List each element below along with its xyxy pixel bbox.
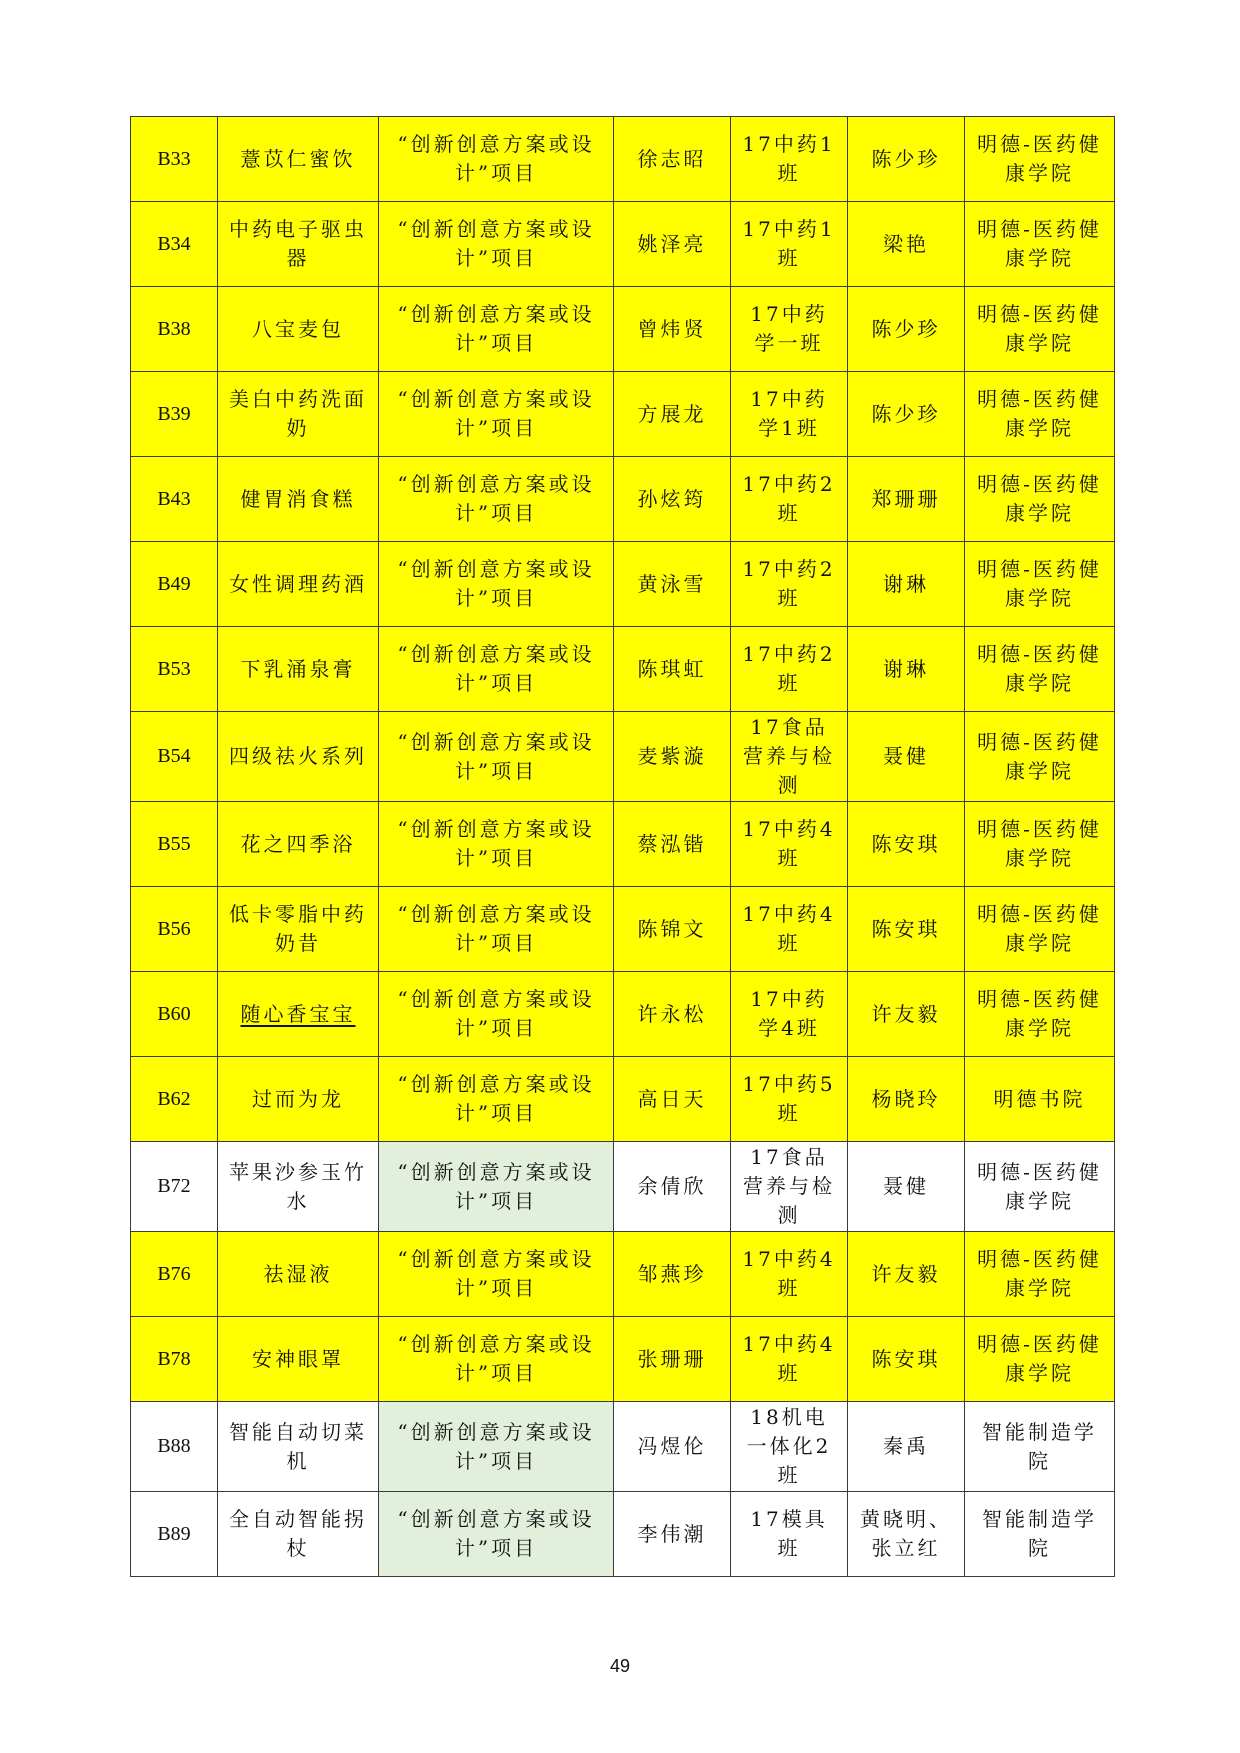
table-row [131, 202, 1115, 287]
cell-college [965, 627, 1115, 712]
cell-class [731, 1232, 848, 1317]
table-row [131, 627, 1115, 712]
cell-teacher-text: 聂健 [883, 744, 929, 768]
cell-id-text: B34 [157, 232, 191, 255]
cell-college [965, 1142, 1115, 1232]
cell-project-type-text: “创新创意方案或设计”项目 [397, 217, 595, 270]
cell-project-name [218, 287, 379, 372]
cell-project-type-text: “创新创意方案或设计”项目 [397, 902, 595, 955]
cell-student-text: 许永松 [637, 1001, 707, 1026]
cell-class [731, 457, 848, 542]
cell-teacher [848, 712, 965, 802]
cell-project-type [379, 542, 614, 627]
cell-project-type-text: “创新创意方案或设计”项目 [397, 472, 595, 525]
cell-id [131, 627, 218, 712]
cell-project-type [379, 887, 614, 972]
cell-teacher-text: 许友毅 [871, 1261, 941, 1286]
cell-college-text: 明德-医药健康学院 [977, 557, 1102, 610]
cell-project-type-text: “创新创意方案或设计”项目 [397, 1247, 595, 1300]
cell-project-name-text: 安神眼罩 [252, 1346, 344, 1371]
cell-teacher [848, 1402, 965, 1492]
cell-teacher-text: 谢琳 [883, 571, 929, 596]
cell-id-text: B53 [157, 657, 191, 680]
cell-class-text: 17中药4班 [742, 817, 836, 870]
cell-id-text: B72 [157, 1175, 191, 1197]
cell-college-text: 明德-医药健康学院 [977, 642, 1102, 695]
cell-id-text: B76 [157, 1262, 191, 1285]
cell-class-text: 17食品营养与检测 [743, 715, 835, 797]
cell-class-text: 17中药2班 [742, 472, 836, 525]
cell-project-name-text: 祛湿液 [263, 1261, 333, 1286]
cell-class-text: 17食品营养与检测 [743, 1145, 835, 1227]
cell-teacher-text: 黄晓明、张立红 [860, 1507, 952, 1560]
cell-id [131, 1142, 218, 1232]
cell-student [614, 972, 731, 1057]
cell-class-text: 17中药学一班 [750, 302, 828, 355]
cell-student [614, 202, 731, 287]
cell-student-text: 黄泳雪 [637, 571, 707, 596]
cell-student [614, 1142, 731, 1232]
cell-college [965, 372, 1115, 457]
cell-project-name [218, 1142, 379, 1232]
cell-id-text: B89 [157, 1522, 191, 1545]
cell-id [131, 1492, 218, 1577]
table-row [131, 372, 1115, 457]
cell-class [731, 1492, 848, 1577]
cell-college-text: 明德-医药健康学院 [977, 902, 1102, 955]
cell-id-text: B56 [157, 917, 191, 940]
cell-id-text: B62 [157, 1087, 191, 1110]
cell-teacher-text: 郑珊珊 [871, 486, 941, 511]
cell-teacher-text: 聂健 [883, 1174, 929, 1198]
cell-project-type [379, 1142, 614, 1232]
cell-student [614, 542, 731, 627]
cell-project-type-text: “创新创意方案或设计”项目 [397, 817, 595, 870]
cell-id [131, 542, 218, 627]
cell-student-text: 孙炫筠 [637, 486, 707, 511]
cell-college [965, 117, 1115, 202]
cell-class [731, 542, 848, 627]
cell-id [131, 1402, 218, 1492]
cell-college [965, 287, 1115, 372]
cell-project-type-text: “创新创意方案或设计”项目 [397, 302, 595, 355]
cell-project-type [379, 1232, 614, 1317]
cell-teacher [848, 972, 965, 1057]
table-row [131, 1492, 1115, 1577]
cell-college [965, 1402, 1115, 1492]
table-row [131, 1057, 1115, 1142]
table-row [131, 887, 1115, 972]
cell-class [731, 802, 848, 887]
cell-project-name-text: 四级祛火系列 [229, 744, 367, 768]
cell-id [131, 802, 218, 887]
cell-project-type-text: “创新创意方案或设计”项目 [397, 387, 595, 440]
cell-student [614, 1402, 731, 1492]
cell-class-text: 17中药4班 [742, 1332, 836, 1385]
cell-id [131, 287, 218, 372]
cell-student-text: 高日天 [637, 1086, 707, 1111]
cell-project-name-text: 健胃消食糕 [240, 486, 356, 511]
cell-teacher [848, 1317, 965, 1402]
cell-student-text: 姚泽亮 [637, 231, 707, 256]
cell-class-text: 17中药学1班 [750, 387, 828, 440]
cell-project-name-text: 苹果沙参玉竹水 [229, 1159, 367, 1213]
cell-teacher [848, 542, 965, 627]
cell-class [731, 972, 848, 1057]
cell-college-text: 明德-医药健康学院 [977, 729, 1102, 783]
cell-teacher-text: 梁艳 [883, 231, 929, 256]
cell-project-name [218, 1057, 379, 1142]
cell-student-text: 陈琪虹 [637, 656, 707, 681]
cell-project-type-text: “创新创意方案或设计”项目 [397, 642, 595, 695]
cell-student-text: 麦紫漩 [637, 744, 707, 768]
cell-project-type-text: “创新创意方案或设计”项目 [397, 1072, 595, 1125]
cell-project-name [218, 1317, 379, 1402]
cell-college-text: 明德-医药健康学院 [977, 217, 1102, 270]
cell-class [731, 1057, 848, 1142]
cell-project-type [379, 1402, 614, 1492]
cell-student-text: 余倩欣 [637, 1174, 707, 1198]
cell-id [131, 1057, 218, 1142]
cell-project-name-text: 八宝麦包 [252, 316, 344, 341]
cell-class [731, 372, 848, 457]
cell-college-text: 明德-医药健康学院 [977, 1332, 1102, 1385]
project-table [130, 116, 1115, 1577]
cell-project-name-text: 过而为龙 [252, 1086, 344, 1111]
page-number: 49 [609, 1656, 631, 1676]
cell-class-text: 17中药1班 [742, 132, 836, 185]
cell-project-name [218, 802, 379, 887]
cell-college [965, 457, 1115, 542]
cell-id [131, 1317, 218, 1402]
cell-class [731, 117, 848, 202]
cell-project-type-text: “创新创意方案或设计”项目 [397, 1159, 595, 1213]
cell-teacher [848, 202, 965, 287]
cell-teacher-text: 杨晓玲 [871, 1086, 941, 1111]
cell-college [965, 202, 1115, 287]
cell-student-text: 蔡泓锴 [637, 831, 707, 856]
cell-class-text: 17模具班 [750, 1507, 828, 1560]
cell-class [731, 1142, 848, 1232]
cell-college-text: 智能制造学院 [982, 1507, 1097, 1560]
cell-id [131, 372, 218, 457]
table-row [131, 1142, 1115, 1232]
cell-class-text: 17中药2班 [742, 642, 836, 695]
cell-college-text: 明德书院 [993, 1086, 1086, 1111]
cell-teacher-text: 陈少珍 [871, 146, 941, 171]
cell-project-name-text: 花之四季浴 [240, 831, 356, 856]
cell-teacher-text: 陈少珍 [871, 401, 941, 426]
cell-project-name-text: 低卡零脂中药奶昔 [229, 902, 367, 955]
cell-id-text: B78 [157, 1347, 191, 1370]
cell-id-text: B55 [157, 832, 191, 855]
cell-project-name-text: 女性调理药酒 [229, 571, 367, 596]
cell-project-name-text: 智能自动切菜机 [229, 1419, 367, 1473]
table-row [131, 972, 1115, 1057]
cell-class-text: 17中药2班 [742, 557, 836, 610]
cell-project-name [218, 1232, 379, 1317]
cell-id-text: B54 [157, 745, 191, 767]
cell-teacher [848, 117, 965, 202]
cell-id [131, 117, 218, 202]
cell-teacher-text: 陈安琪 [871, 1346, 941, 1371]
cell-project-name-text: 中药电子驱虫器 [229, 217, 367, 270]
cell-class [731, 202, 848, 287]
cell-student-text: 李伟潮 [637, 1521, 707, 1546]
cell-project-name [218, 202, 379, 287]
cell-id-text: B49 [157, 572, 191, 595]
cell-project-name [218, 542, 379, 627]
cell-id [131, 202, 218, 287]
cell-project-type-text: “创新创意方案或设计”项目 [397, 987, 595, 1040]
cell-teacher-text: 许友毅 [871, 1001, 941, 1026]
cell-project-name-text: 薏苡仁蜜饮 [240, 146, 356, 171]
cell-id [131, 972, 218, 1057]
cell-id-text: B88 [157, 1435, 191, 1457]
cell-teacher [848, 1232, 965, 1317]
cell-student [614, 627, 731, 712]
cell-teacher-text: 谢琳 [883, 656, 929, 681]
cell-college [965, 1232, 1115, 1317]
table-row [131, 542, 1115, 627]
cell-college [965, 972, 1115, 1057]
table-row [131, 287, 1115, 372]
cell-teacher-text: 陈安琪 [871, 916, 941, 941]
cell-id-text: B33 [157, 147, 191, 170]
cell-class-text: 17中药5班 [742, 1072, 836, 1125]
cell-project-type [379, 287, 614, 372]
cell-class-text: 17中药学4班 [750, 987, 828, 1040]
cell-teacher-text: 陈安琪 [871, 831, 941, 856]
cell-project-type [379, 972, 614, 1057]
cell-teacher [848, 1142, 965, 1232]
cell-id-text: B43 [157, 487, 191, 510]
cell-student [614, 117, 731, 202]
cell-project-type [379, 712, 614, 802]
cell-student-text: 陈锦文 [637, 916, 707, 941]
cell-project-type-text: “创新创意方案或设计”项目 [397, 132, 595, 185]
cell-student [614, 457, 731, 542]
cell-project-type-text: “创新创意方案或设计”项目 [397, 1332, 595, 1385]
cell-id [131, 457, 218, 542]
cell-class [731, 1317, 848, 1402]
cell-project-type [379, 627, 614, 712]
table-row [131, 802, 1115, 887]
cell-college-text: 明德-医药健康学院 [977, 817, 1102, 870]
cell-college [965, 712, 1115, 802]
cell-id [131, 887, 218, 972]
cell-id [131, 1232, 218, 1317]
cell-student-text: 张珊珊 [637, 1346, 707, 1371]
cell-student [614, 1057, 731, 1142]
cell-class [731, 627, 848, 712]
cell-id-text: B39 [157, 402, 191, 425]
cell-student [614, 887, 731, 972]
cell-project-type [379, 1317, 614, 1402]
cell-project-name [218, 1492, 379, 1577]
cell-college [965, 802, 1115, 887]
cell-class-text: 17中药4班 [742, 902, 836, 955]
cell-project-name [218, 887, 379, 972]
cell-college [965, 542, 1115, 627]
cell-college-text: 明德-医药健康学院 [977, 1159, 1102, 1213]
cell-student [614, 712, 731, 802]
table-row [131, 457, 1115, 542]
cell-college [965, 1317, 1115, 1402]
cell-project-type [379, 802, 614, 887]
table-row [131, 1232, 1115, 1317]
cell-project-name-text: 随心香宝宝 [240, 1001, 356, 1026]
cell-class-text: 17中药4班 [742, 1247, 836, 1300]
cell-student-text: 邹燕珍 [637, 1261, 707, 1286]
cell-project-type [379, 1057, 614, 1142]
cell-teacher-text: 秦禹 [883, 1434, 929, 1458]
cell-project-name [218, 372, 379, 457]
table-row [131, 712, 1115, 802]
table-row [131, 1402, 1115, 1492]
cell-teacher [848, 1492, 965, 1577]
cell-college [965, 887, 1115, 972]
cell-project-name-text: 下乳涌泉膏 [240, 656, 356, 681]
cell-class-text: 17中药1班 [742, 217, 836, 270]
cell-teacher [848, 1057, 965, 1142]
cell-project-name [218, 972, 379, 1057]
cell-student [614, 287, 731, 372]
cell-teacher [848, 287, 965, 372]
cell-teacher-text: 陈少珍 [871, 316, 941, 341]
cell-class [731, 887, 848, 972]
cell-teacher [848, 372, 965, 457]
cell-project-name [218, 627, 379, 712]
cell-project-type [379, 1492, 614, 1577]
cell-project-type [379, 202, 614, 287]
cell-college-text: 明德-医药健康学院 [977, 1247, 1102, 1300]
table-row [131, 117, 1115, 202]
cell-class-text: 18机电一体化2班 [746, 1405, 832, 1487]
cell-college-text: 明德-医药健康学院 [977, 987, 1102, 1040]
cell-student [614, 1317, 731, 1402]
cell-id-text: B38 [157, 317, 191, 340]
cell-college-text: 明德-医药健康学院 [977, 302, 1102, 355]
cell-student [614, 802, 731, 887]
cell-teacher [848, 887, 965, 972]
cell-id-text: B60 [157, 1002, 191, 1025]
cell-student [614, 1232, 731, 1317]
cell-teacher [848, 457, 965, 542]
cell-project-name [218, 117, 379, 202]
cell-project-type-text: “创新创意方案或设计”项目 [397, 1419, 595, 1473]
cell-project-name [218, 712, 379, 802]
cell-project-type-text: “创新创意方案或设计”项目 [397, 729, 595, 783]
table-row [131, 1317, 1115, 1402]
cell-college [965, 1057, 1115, 1142]
cell-class [731, 712, 848, 802]
cell-class [731, 287, 848, 372]
cell-college-text: 明德-医药健康学院 [977, 387, 1102, 440]
cell-project-type [379, 457, 614, 542]
cell-project-type [379, 372, 614, 457]
cell-college [965, 1492, 1115, 1577]
cell-student-text: 徐志昭 [637, 146, 707, 171]
cell-project-name [218, 1402, 379, 1492]
cell-project-name [218, 457, 379, 542]
cell-project-name-text: 全自动智能拐杖 [229, 1507, 367, 1560]
cell-college-text: 明德-医药健康学院 [977, 472, 1102, 525]
cell-student [614, 372, 731, 457]
cell-college-text: 智能制造学院 [982, 1419, 1097, 1473]
cell-project-type-text: “创新创意方案或设计”项目 [397, 1507, 595, 1560]
cell-class [731, 1402, 848, 1492]
cell-project-name-text: 美白中药洗面奶 [229, 387, 367, 440]
cell-id [131, 712, 218, 802]
cell-project-type [379, 117, 614, 202]
cell-teacher [848, 802, 965, 887]
cell-student-text: 冯煜伦 [637, 1434, 707, 1458]
cell-college-text: 明德-医药健康学院 [977, 132, 1102, 185]
cell-project-type-text: “创新创意方案或设计”项目 [397, 557, 595, 610]
cell-student-text: 曾炜贤 [637, 316, 707, 341]
cell-student [614, 1492, 731, 1577]
cell-teacher [848, 627, 965, 712]
cell-student-text: 方展龙 [637, 401, 707, 426]
